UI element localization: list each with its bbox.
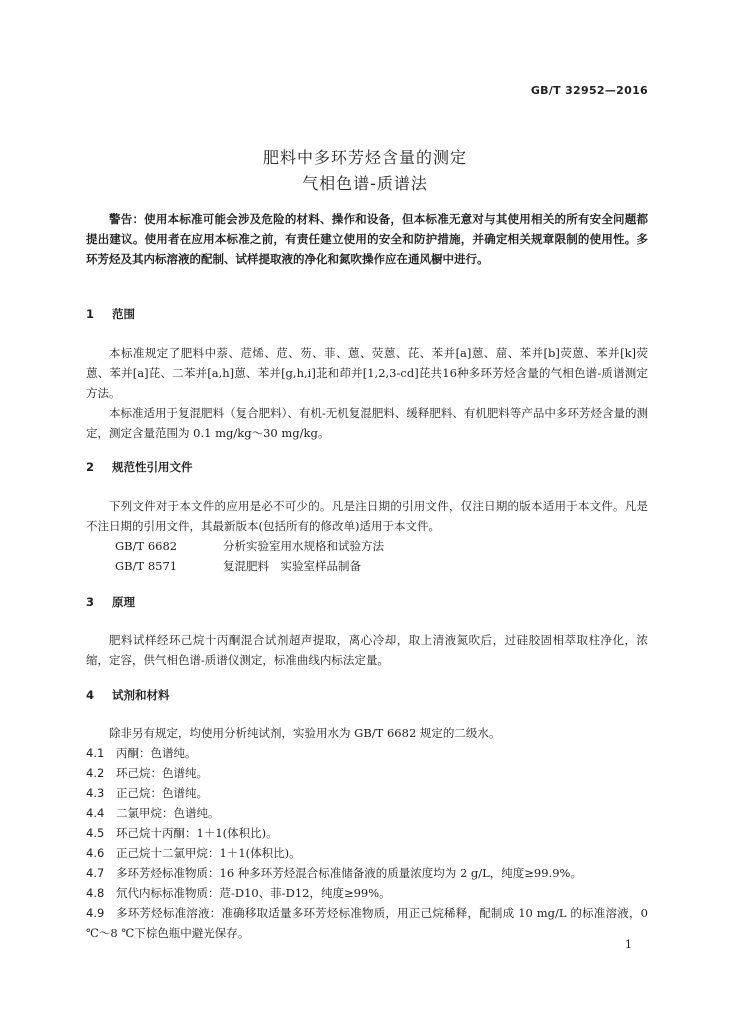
item-text: 氘代内标标准物质：苊-D10、菲-D12，纯度≥99%。	[116, 886, 391, 900]
item-number: 4.3	[86, 786, 105, 800]
item-number: 4.4	[86, 806, 105, 820]
item-number: 4.2	[86, 766, 105, 780]
section-number: 2	[86, 460, 95, 474]
list-item	[86, 743, 648, 763]
section-heading-scope	[86, 306, 135, 322]
section-number: 3	[86, 595, 95, 609]
section-number: 1	[86, 307, 95, 321]
item-text: 多环芳烃标准物质：16 种多环芳烃混合标准储备液的质量浓度均为 2 g/L，纯度≥99.9%。	[116, 866, 582, 880]
section-heading-normative	[86, 459, 193, 475]
warning-paragraph: 警告：使用本标准可能会涉及危险的材料、操作和设备，但本标准无意对与其使用相关的所有安全问题都提出建议。使用者在应用本标准之前，有责任建立使用的安全和防护措施，并确定相关规章限制的使用性。多环芳烃及其内标溶液的配制、试样提取液的净化和氮吹操作应在通风橱中进行。	[86, 212, 648, 266]
item-text: 环己烷：色谱纯。	[116, 766, 208, 780]
item-number: 4.7	[86, 866, 105, 880]
list-item	[86, 763, 648, 783]
item-number: 4.8	[86, 886, 105, 900]
reference-code: GB/T 6682	[115, 539, 178, 553]
section-heading-principle	[86, 594, 135, 610]
list-item	[86, 843, 648, 863]
item-number: 4.5	[86, 826, 105, 840]
normative-paragraph: 下列文件对于本文件的应用是必不可少的。凡是注日期的引用文件，仅注日期的版本适用于本文件。凡是不注日期的引用文件，其最新版本(包括所有的修改单)适用于本文件。	[86, 499, 648, 533]
list-item	[86, 883, 648, 903]
list-item	[86, 803, 648, 823]
item-text: 环己烷十丙酮：1＋1(体积比)。	[116, 826, 278, 840]
principle-paragraph: 肥料试样经环己烷十丙酮混合试剂超声提取，离心冷却，取上清液氮吹后，过硅胶固相萃取柱净化，浓缩，定容，供气相色谱-质谱仪测定，标准曲线内标法定量。	[86, 633, 648, 667]
reagents-intro: 除非另有规定，均使用分析纯试剂，实验用水为 GB/T 6682 规定的二级水。	[109, 726, 501, 740]
section-number: 4	[86, 688, 95, 702]
item-number: 4.9	[86, 906, 105, 920]
item-text: 丙酮：色谱纯。	[116, 746, 197, 760]
list-item	[86, 783, 648, 803]
section-title: 规范性引用文件	[112, 460, 193, 474]
standard-number: GB/T 32952—2016	[530, 84, 648, 97]
reference-title: 复混肥料 实验室样品制备	[223, 559, 361, 573]
reference-title: 分析实验室用水规格和试验方法	[223, 539, 384, 553]
item-text: 正己烷：色谱纯。	[116, 786, 208, 800]
item-number: 4.6	[86, 846, 105, 860]
section-title: 原理	[112, 595, 135, 609]
section-title: 范围	[112, 307, 135, 321]
scope-paragraph-2: 本标准适用于复混肥料（复合肥料）、有机-无机复混肥料、缓释肥料、有机肥料等产品中多环芳烃含量的测定，测定含量范围为 0.1 mg/kg～30 mg/kg。	[86, 406, 648, 440]
section-heading-reagents	[86, 687, 170, 703]
list-item	[86, 863, 648, 883]
normative-reference	[115, 558, 361, 574]
item-text: 多环芳烃标准溶液：准确移取适量多环芳烃标准物质，用正己烷稀释，配制成 10 mg/L 的标准溶液，0 ℃～8 ℃下棕色瓶中避光保存。	[86, 906, 648, 940]
item-text: 二氯甲烷：色谱纯。	[116, 806, 220, 820]
document-title: 肥料中多环芳烃含量的测定	[262, 148, 467, 167]
document-subtitle: 气相色谱-质谱法	[302, 174, 428, 193]
page-number: 1	[625, 938, 632, 951]
scope-paragraph-1: 本标准规定了肥料中萘、苊烯、苊、芴、菲、蒽、荧蒽、芘、苯并[a]蒽、䓛、苯并[b]荧蒽、苯并[k]荧蒽、苯并[a]芘、二苯并[a,h]蒽、苯并[g,h,i]苝和茚并[1,2,3-cd]芘共16种多环芳烃含量的气相色谱-质谱测定方法。	[86, 346, 648, 400]
normative-reference	[115, 538, 384, 554]
list-item	[86, 903, 648, 943]
item-text: 正己烷十二氯甲烷：1＋1(体积比)。	[116, 846, 301, 860]
section-title: 试剂和材料	[112, 688, 170, 702]
list-item	[86, 823, 648, 843]
reference-code: GB/T 8571	[115, 559, 178, 573]
item-number: 4.1	[86, 746, 105, 760]
